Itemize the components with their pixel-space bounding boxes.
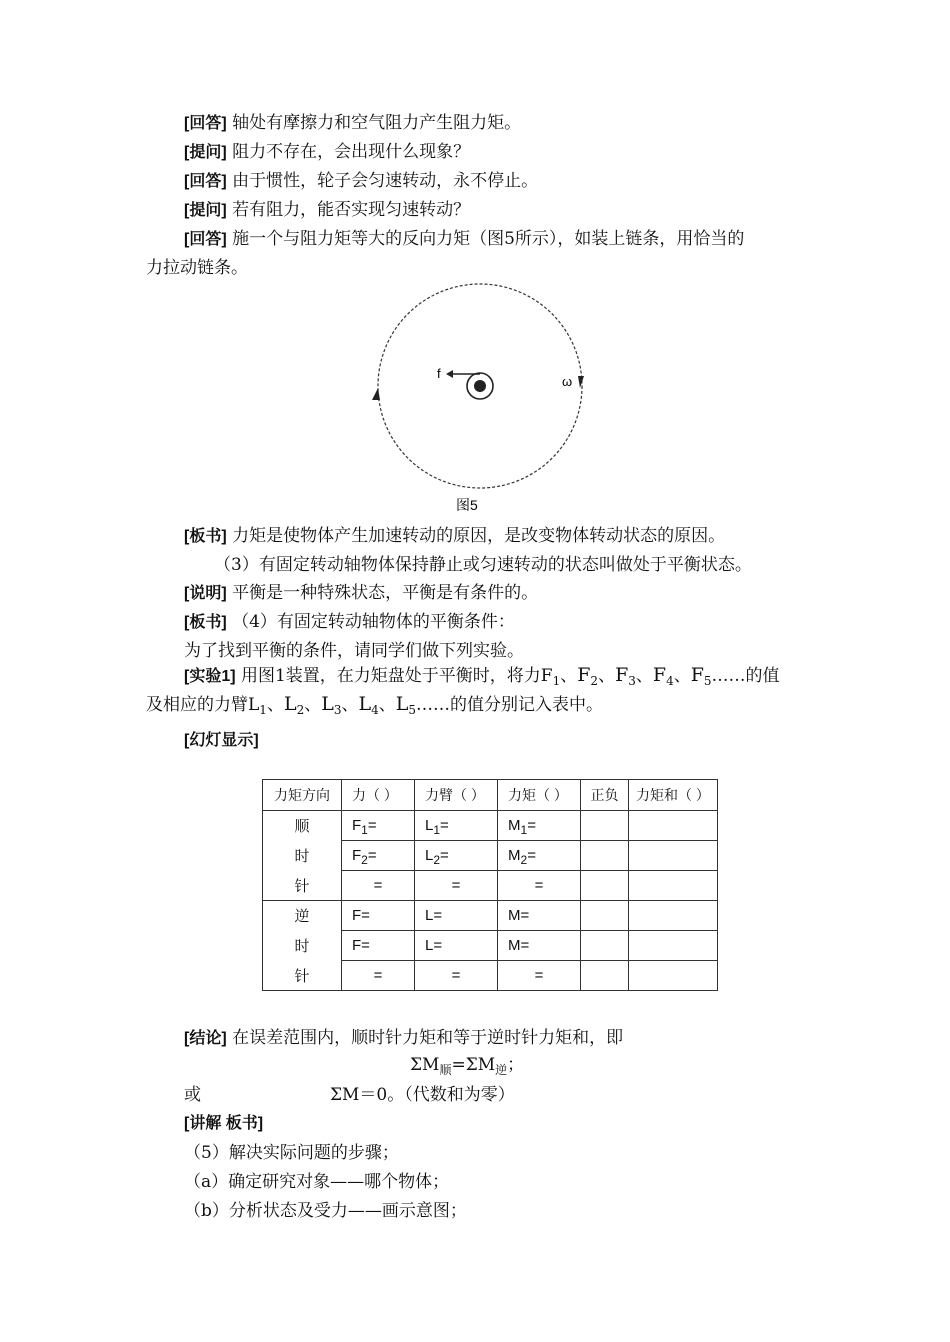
step-line: （5）解决实际问题的步骤； (184, 1143, 399, 1163)
dialogue-line-3 (184, 171, 538, 192)
cell-letter: L (425, 847, 434, 864)
experiment-text: 及相应的力臂L (146, 695, 260, 715)
subscript: 2 (361, 853, 368, 867)
dialogue-text: 施一个与阻力矩等大的反向力矩（图5所示），如装上链条，用恰当的 (232, 229, 745, 249)
separator: 、 (560, 666, 578, 686)
subscript-cw: 顺 (439, 1063, 452, 1077)
separator: 、 (304, 695, 322, 715)
sum-symbol: ΣM (410, 1055, 440, 1075)
table-row (263, 961, 718, 991)
force-letter: F (652, 664, 667, 686)
cw-char: 针 (263, 871, 342, 901)
ccw-char: 时 (263, 931, 342, 961)
separator: 、 (635, 666, 653, 686)
table-cell: L= (415, 901, 498, 931)
subscript: 2 (520, 853, 528, 867)
zero-sum-equation: ΣM＝0。（代数和为零） (330, 1085, 515, 1105)
table-cell: M= (498, 931, 581, 961)
table-cell (629, 931, 718, 961)
table-cell: = (415, 961, 498, 991)
subscript: 2 (433, 853, 441, 867)
table-cell: = (415, 871, 498, 901)
subscript: 5 (408, 703, 416, 717)
eq-sign: = (367, 847, 377, 864)
figure-5-caption: 图5 (456, 497, 478, 513)
table-header-row (263, 780, 718, 811)
answer-tag: [回答] (184, 115, 227, 132)
ellipsis: …… (416, 695, 450, 715)
table-cell (581, 931, 629, 961)
equilibrium-definition: （3）有固定转动轴物体保持静止或匀速转动的状态叫做处于平衡状态。 (214, 555, 752, 575)
right-direction-arrow-icon (578, 376, 584, 388)
table-cell (629, 811, 718, 841)
experiment-1-line-2 (146, 694, 603, 715)
table-cell (629, 901, 718, 931)
subscript: 1 (433, 823, 441, 837)
conclusion-text: 在误差范围内，顺时针力矩和等于逆时针力矩和，即 (232, 1028, 624, 1048)
left-direction-arrow-icon (372, 388, 380, 400)
header-force: 力（ ） (342, 780, 415, 811)
separator: 、 (266, 695, 284, 715)
lecture-tag: [讲解 板书] (184, 1115, 264, 1132)
table-cell (581, 841, 629, 871)
table-cell (581, 811, 629, 841)
experiment-1-line-1 (184, 665, 780, 687)
table-cell: F= (342, 931, 415, 961)
dialogue-text: 若有阻力，能否实现匀速转动？ (232, 200, 471, 220)
eq-sign: = (440, 847, 449, 864)
subscript: 1 (361, 823, 368, 837)
table-cell (581, 961, 629, 991)
ccw-char: 针 (263, 961, 342, 991)
cell-letter: M (508, 847, 521, 864)
eq-sign: = (527, 817, 536, 834)
dialogue-text: 阻力不存在，会出现什么现象？ (232, 142, 471, 162)
slide-tag: [幻灯显示] (184, 732, 259, 749)
subscript: 3 (628, 674, 636, 688)
board-line-1 (184, 526, 725, 547)
table-cell (498, 841, 581, 871)
subscript: 4 (371, 703, 379, 717)
table-cell (415, 811, 498, 841)
table-row (263, 811, 718, 841)
board-text: （4）有固定转动轴物体的平衡条件： (232, 612, 515, 632)
table-row (263, 931, 718, 961)
subscript: 1 (259, 703, 267, 717)
arm-letter: L (395, 693, 409, 715)
board-tag: [板书] (184, 614, 227, 631)
table-cell (342, 841, 415, 871)
dialogue-line-5 (184, 229, 744, 250)
ccw-char: 逆 (263, 901, 342, 931)
table-cell (629, 961, 718, 991)
explain-tag: [说明] (184, 585, 227, 602)
cw-char: 顺 (263, 811, 342, 841)
table-cell: M= (498, 901, 581, 931)
experiment-text: 的值 (745, 666, 780, 686)
table-cell: = (342, 961, 415, 991)
header-direction: 力矩方向 (263, 780, 342, 811)
dialogue-line-4 (184, 200, 470, 221)
eq-sign: = (440, 817, 449, 834)
separator: 、 (378, 695, 396, 715)
separator: 、 (341, 695, 359, 715)
answer-tag: [回答] (184, 231, 227, 248)
or-label: 或 (184, 1085, 201, 1105)
table-cell: = (498, 961, 581, 991)
header-torque-sum: 力矩和（ ） (629, 780, 718, 811)
dialogue-line-1 (184, 113, 521, 134)
subscript: 4 (666, 674, 674, 688)
table-cell (498, 811, 581, 841)
subscript: 2 (590, 674, 599, 688)
arm-letter: L (358, 693, 372, 715)
table-cell: F= (342, 901, 415, 931)
cell-letter: F (352, 847, 362, 864)
step-line: （a）确定研究对象——哪个物体； (184, 1172, 450, 1192)
table-cell (415, 841, 498, 871)
board-tag: [板书] (184, 528, 227, 545)
label-f: f (437, 366, 441, 381)
board-line-2 (184, 612, 515, 633)
table-row (263, 841, 718, 871)
separator: 、 (598, 666, 616, 686)
table-cell (629, 871, 718, 901)
question-tag: [提问] (184, 144, 227, 161)
table-cell: L= (415, 931, 498, 961)
conclusion-line (184, 1028, 623, 1049)
force-letter: F (577, 664, 591, 686)
board-text: 力矩是使物体产生加速转动的原因，是改变物体转动状态的原因。 (232, 526, 726, 546)
eq-sign: = (527, 847, 536, 864)
table-cell: = (498, 871, 581, 901)
axle-center (474, 380, 486, 392)
header-torque: 力矩（ ） (498, 780, 581, 811)
answer-tag: [回答] (184, 173, 227, 190)
punctuation: ； (507, 1055, 525, 1075)
header-arm: 力臂（ ） (415, 780, 498, 811)
experiment-intro: 为了找到平衡的条件，请同学们做下列实验。 (184, 641, 524, 661)
step-line: （b）分析状态及受力——画示意图； (184, 1201, 467, 1221)
separator: 、 (673, 666, 691, 686)
arrowhead-icon (446, 370, 453, 378)
experiment-tag: [实验1] (184, 668, 236, 685)
dialogue-text: 由于惯性，轮子会匀速转动，永不停止。 (232, 171, 539, 191)
subscript-ccw: 逆 (495, 1063, 508, 1077)
subscript: 2 (296, 703, 305, 717)
ellipsis: …… (711, 666, 746, 686)
cell-letter: M (508, 817, 521, 834)
label-omega: ω (562, 374, 573, 389)
eq-sign: = (367, 817, 377, 834)
sum-symbol: ΣM (465, 1055, 496, 1075)
explain-line (184, 583, 538, 604)
table-cell: = (342, 871, 415, 901)
dialogue-line-5-cont: 力拉动链条。 (146, 258, 248, 278)
torque-data-table (262, 779, 718, 991)
cw-char: 时 (263, 841, 342, 871)
conclusion-tag: [结论] (184, 1030, 227, 1047)
subscript: 1 (520, 823, 528, 837)
arm-letter: L (283, 693, 297, 715)
table-cell (629, 841, 718, 871)
cell-letter: F (352, 817, 362, 834)
subscript: 1 (552, 674, 561, 688)
table-cell (581, 871, 629, 901)
table-row (263, 871, 718, 901)
figure-5-wheel-diagram (360, 282, 600, 518)
table-cell (342, 811, 415, 841)
sum-equation (410, 1055, 524, 1075)
experiment-text: 的值分别记入表中。 (450, 695, 603, 715)
eq-sign: = (451, 1055, 466, 1075)
dialogue-text: 轴处有摩擦力和空气阻力产生阻力矩。 (232, 113, 522, 133)
experiment-text: 用图1装置，在力矩盘处于平衡时，将力F (240, 666, 553, 686)
subscript: 3 (333, 703, 342, 717)
table-row (263, 901, 718, 931)
force-letter: F (690, 664, 704, 686)
force-letter: F (615, 664, 629, 686)
cell-letter: L (425, 817, 434, 834)
question-tag: [提问] (184, 202, 227, 219)
arm-letter: L (321, 693, 334, 715)
explain-text: 平衡是一种特殊状态，平衡是有条件的。 (232, 583, 539, 603)
header-sign: 正负 (581, 780, 629, 811)
dialogue-line-2 (184, 142, 470, 163)
table-cell (581, 901, 629, 931)
subscript: 5 (703, 674, 712, 688)
